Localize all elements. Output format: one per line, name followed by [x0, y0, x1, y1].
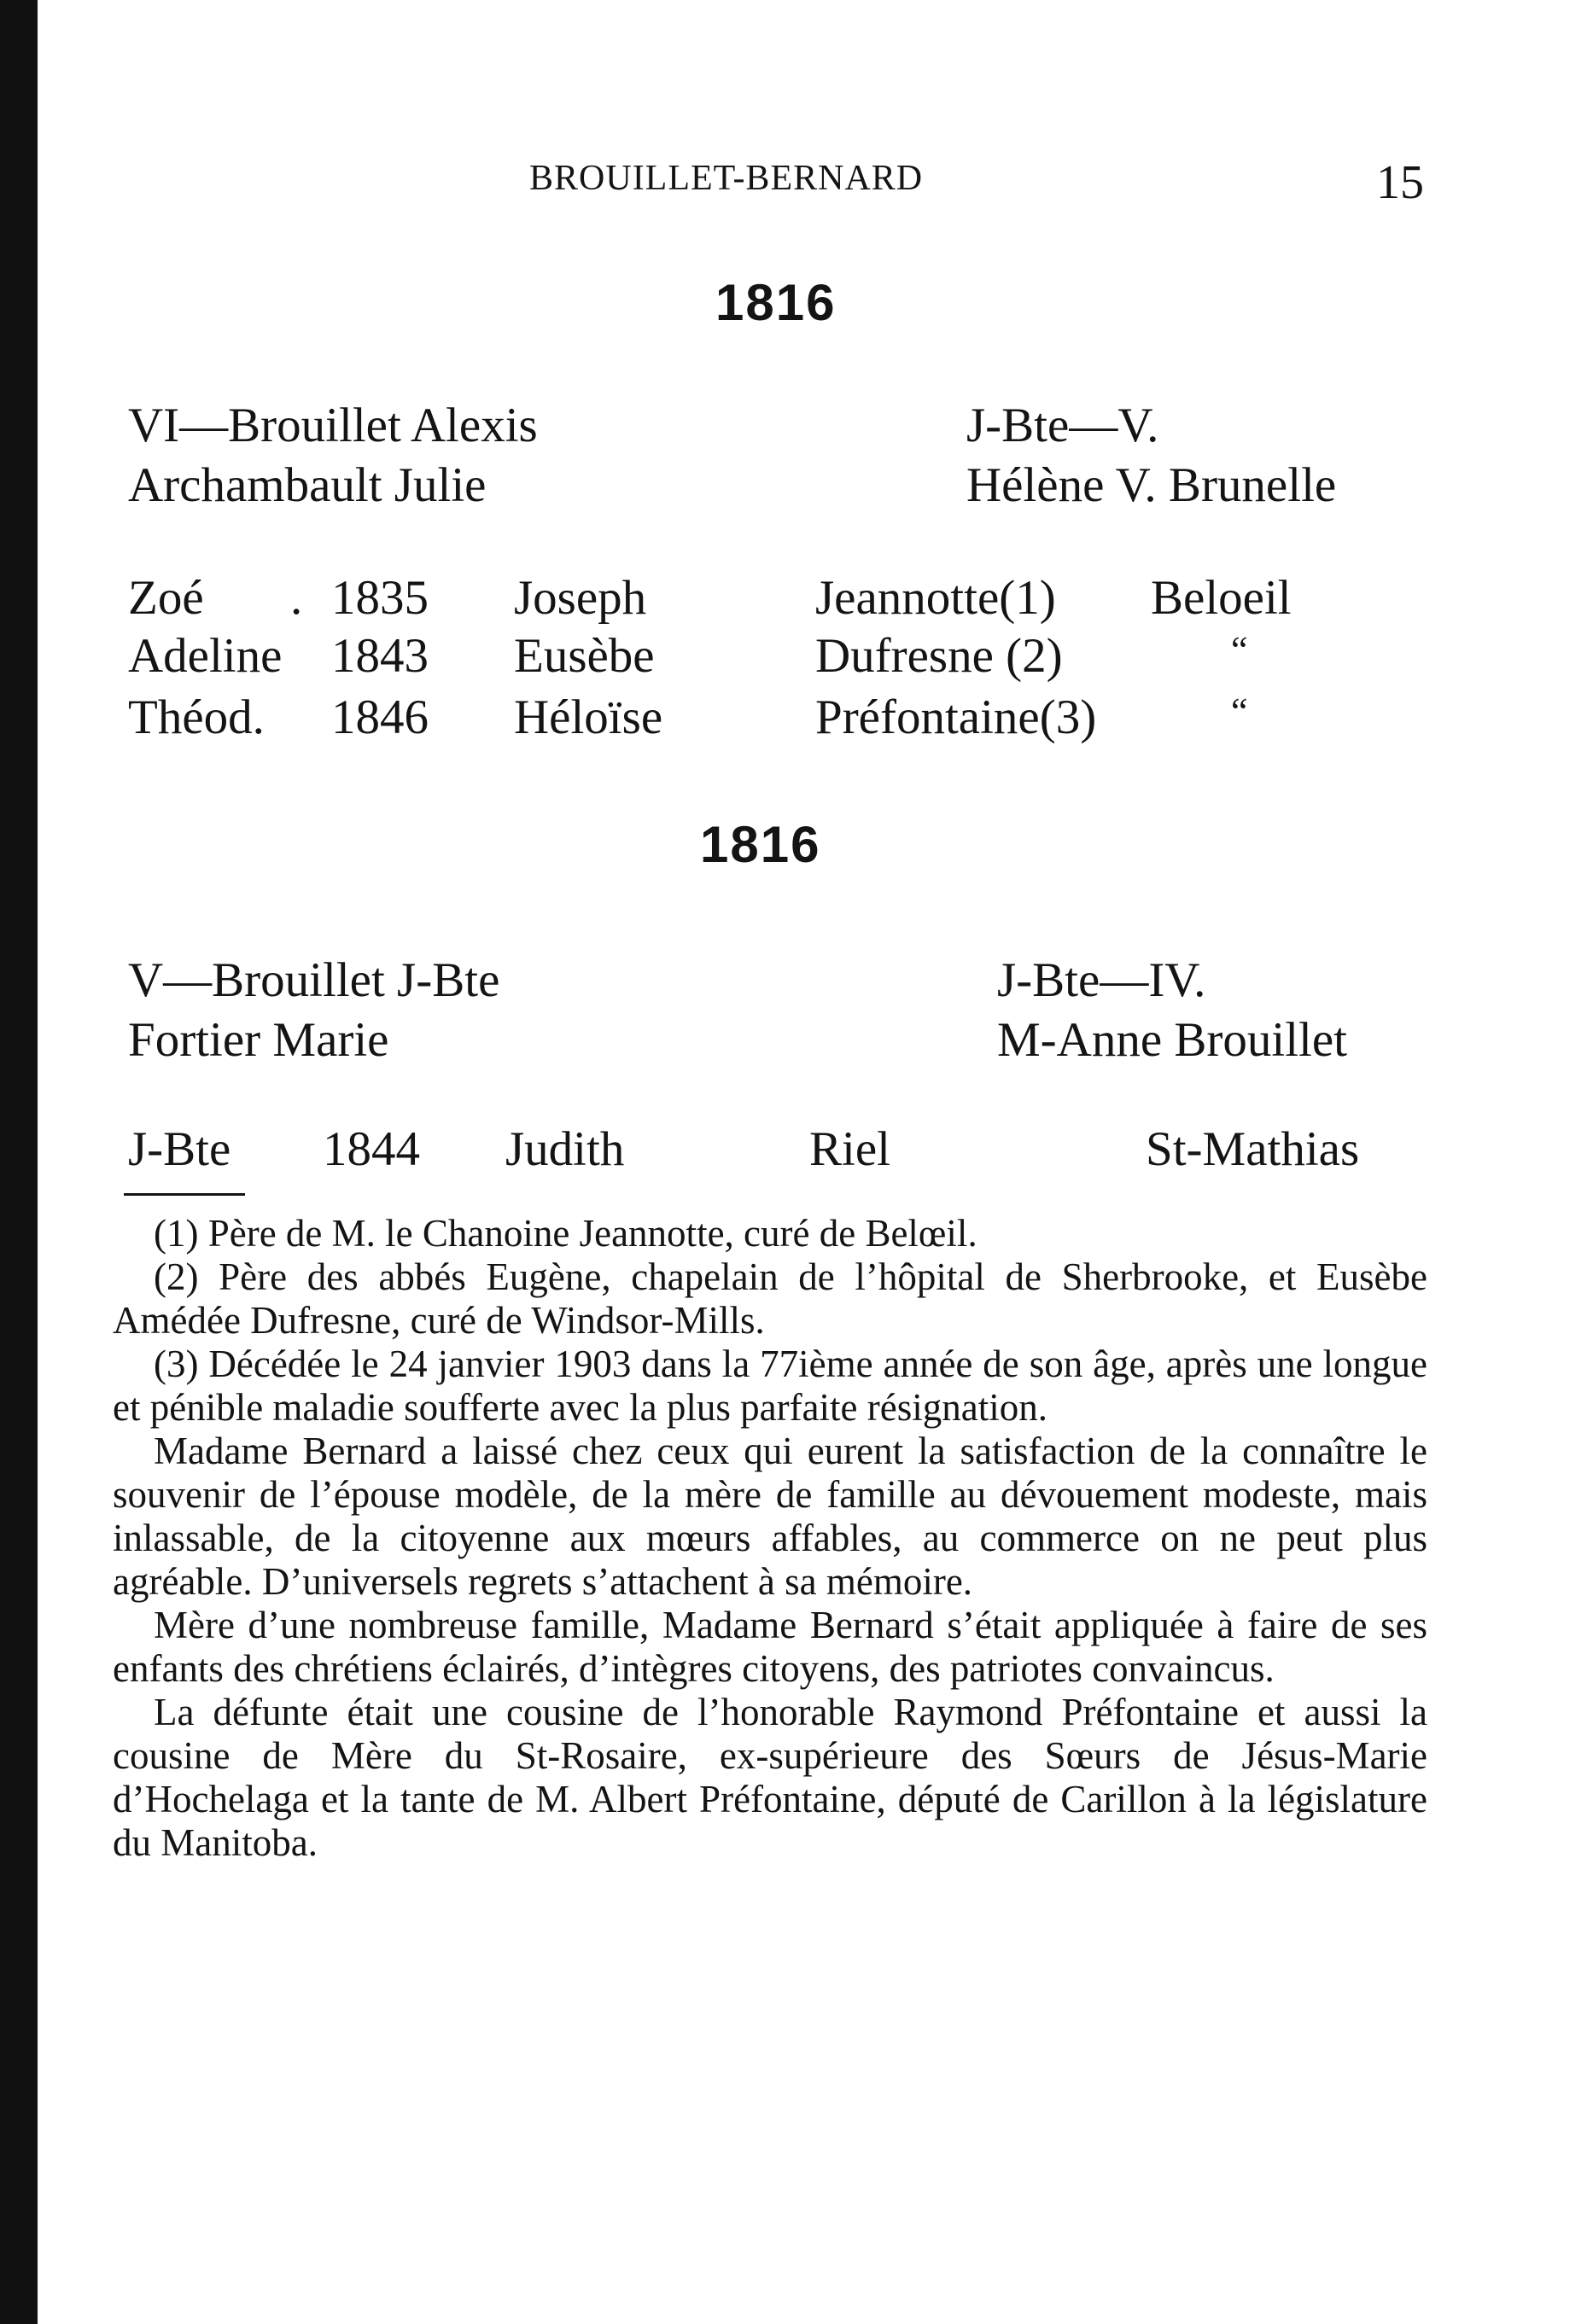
page-number: 15 — [1376, 156, 1424, 209]
entry2-wife-parents: M-Anne Brouillet — [997, 1013, 1348, 1067]
entry1-year: 1816 — [715, 274, 837, 331]
child-name: Adeline — [128, 629, 283, 683]
entry1-wife-parents: Hélène V. Brunelle — [966, 458, 1337, 512]
child-name: Théod. — [128, 690, 265, 744]
entry2-husband-parents: J-Bte—IV. — [997, 953, 1206, 1007]
child-year: 1843 — [331, 629, 429, 683]
entry2-husband: V—Brouillet J-Bte — [128, 953, 500, 1007]
entry1-wife: Archambault Julie — [128, 458, 487, 512]
spouse-last: Dufresne (2) — [815, 629, 1063, 683]
footnote-paragraph: La défunte était une cousine de l’honorable Raymond Préfontaine et aussi la cousine de Mère du St-Rosaire, ex-supérieure des Sœurs de Jésus-Marie d’Hochelaga et la tante de M. Albert Préfontaine, député de Carillon à la législature du Manitoba. — [113, 1691, 1427, 1864]
entry1-husband-parents: J-Bte—V. — [966, 399, 1159, 452]
child-year: 1844 — [323, 1122, 420, 1176]
child-name: J-Bte — [128, 1122, 231, 1176]
footnote-3: (3) Décédée le 24 janvier 1903 dans la 77ième année de son âge, après une longue et pénible maladie soufferte avec la plus parfaite résignation. — [113, 1343, 1427, 1429]
child-year: 1835 — [331, 571, 429, 625]
entry2-year: 1816 — [700, 816, 821, 873]
spouse-first: Judith — [505, 1122, 625, 1176]
entry2-wife: Fortier Marie — [128, 1013, 389, 1067]
running-head: BROUILLET-BERNARD — [529, 159, 924, 198]
spouse-first: Eusèbe — [514, 629, 655, 683]
footnote-2: (2) Père des abbés Eugène, chapelain de l’hôpital de Sherbrooke, et Eusèbe Amédée Dufresne, curé de Windsor-Mills. — [113, 1255, 1427, 1342]
child-dot: . — [290, 571, 303, 625]
footnote-rule — [124, 1193, 245, 1196]
parish: St-Mathias — [1146, 1122, 1360, 1176]
footnote-1: (1) Père de M. le Chanoine Jeannotte, curé de Belœil. — [154, 1212, 977, 1255]
child-name: Zoé — [128, 571, 204, 625]
parish-ditto: “ — [1231, 629, 1248, 671]
spouse-first: Joseph — [514, 571, 647, 625]
spouse-last: Préfontaine(3) — [815, 690, 1097, 744]
spouse-first: Héloïse — [514, 690, 663, 744]
footnote-paragraph: Madame Bernard a laissé chez ceux qui eurent la satisfaction de la connaître le souvenir de l’épouse modèle, de la mère de famille au dévouement modeste, mais inlassable, de la citoyenne aux mœurs affables, au commerce on ne peut plus agréable. D’universels regrets s’attachent à sa mémoire. — [113, 1430, 1427, 1603]
footnotes — [113, 1212, 1427, 1865]
spouse-last: Jeannotte(1) — [815, 571, 1056, 625]
entry1-husband: VI—Brouillet Alexis — [128, 399, 538, 452]
spouse-last: Riel — [809, 1122, 890, 1176]
footnote-paragraph: Mère d’une nombreuse famille, Madame Bernard s’était appliquée à faire de ses enfants des chrétiens éclairés, d’intègres citoyens, des patriotes convaincus. — [113, 1604, 1427, 1690]
parish: Beloeil — [1151, 571, 1292, 625]
child-year: 1846 — [331, 690, 429, 744]
parish-ditto: “ — [1231, 690, 1248, 732]
